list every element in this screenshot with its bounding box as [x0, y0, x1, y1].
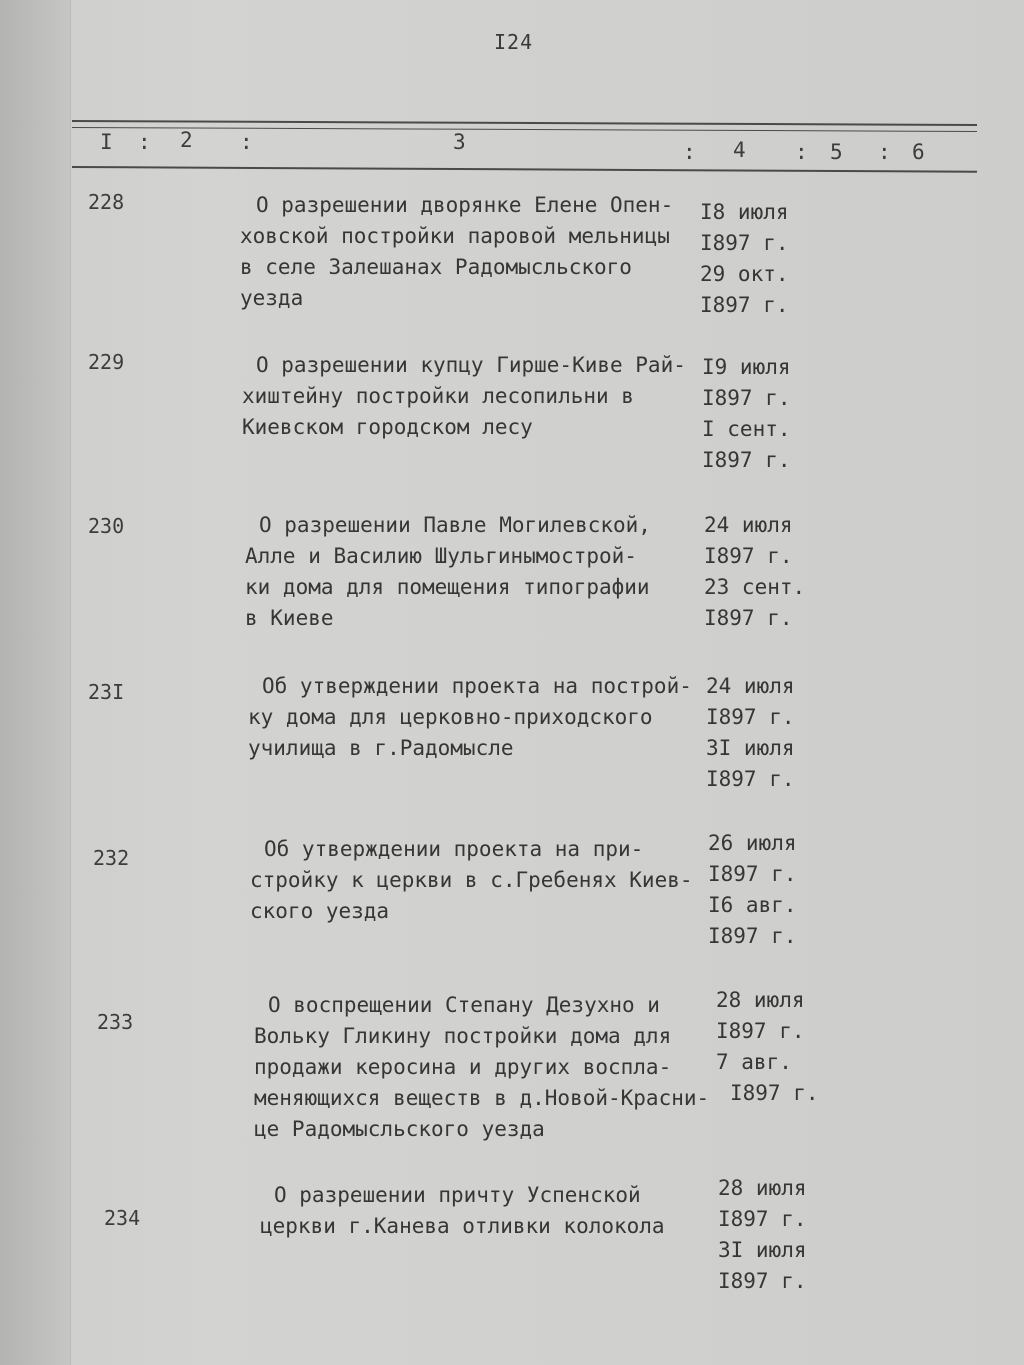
entry-number: 229: [88, 350, 125, 374]
date-line: I897 г.: [704, 606, 793, 630]
date-line: I897 г.: [716, 1019, 805, 1043]
entry-description: [248, 671, 692, 764]
text-line: ховской постройки паровой мельницы: [240, 224, 670, 248]
column-header: 6: [912, 140, 925, 164]
entry-number: 23I: [88, 680, 125, 704]
page-binding: [0, 0, 71, 1365]
column-separator: :: [683, 140, 696, 164]
text-line: О разрешении дворянке Елене Опен-: [256, 193, 674, 217]
entry-dates: [716, 985, 819, 1109]
entry-dates: [700, 197, 789, 321]
entry-description: [245, 510, 651, 634]
text-line: в Киеве: [245, 606, 334, 630]
date-line: I897 г.: [700, 231, 789, 255]
entry-dates: [706, 671, 795, 795]
text-line: уезда: [240, 286, 304, 310]
entry-number: 233: [97, 1010, 134, 1034]
entry-description: [240, 190, 673, 314]
entry-description: [254, 990, 709, 1145]
entry-description: [242, 350, 686, 443]
entry-number: 232: [93, 846, 130, 870]
date-line: 23 сент.: [704, 575, 806, 599]
date-line: 26 июля: [708, 831, 797, 855]
date-line: I897 г.: [718, 1269, 807, 1293]
date-line: I сент.: [702, 417, 791, 441]
date-line: I897 г.: [706, 705, 795, 729]
column-header: 3: [453, 130, 466, 154]
text-line: Алле и Василию Шульгинымострой-: [245, 544, 637, 568]
column-header: 2: [180, 128, 193, 152]
text-line: ки дома для помещения типографии: [245, 575, 650, 599]
date-line: 24 июля: [706, 674, 795, 698]
date-line: I897 г.: [702, 448, 791, 472]
text-line: продажи керосина и других воспла-: [254, 1055, 672, 1079]
date-line: I897 г.: [704, 544, 793, 568]
column-separator: :: [138, 130, 151, 154]
text-line: ку дома для церковно-приходского: [248, 705, 653, 729]
date-line: I8 июля: [700, 200, 789, 224]
date-line: I897 г.: [718, 1207, 807, 1231]
date-line: I897 г.: [730, 1081, 819, 1105]
date-line: I897 г.: [700, 293, 789, 317]
header-rule-bottom: [72, 166, 977, 173]
entry-dates: [704, 510, 805, 634]
text-line: це Радомысльского уезда: [254, 1117, 545, 1141]
entry-description: [250, 834, 693, 927]
text-line: в селе Залешанах Радомысльского: [240, 255, 632, 279]
text-line: О разрешении причту Успенской: [274, 1183, 641, 1207]
text-line: училища в г.Радомысле: [248, 736, 514, 760]
date-line: I897 г.: [708, 862, 797, 886]
column-header: 5: [830, 140, 843, 164]
date-line: 29 окт.: [700, 262, 789, 286]
entry-dates: [702, 352, 791, 476]
entry-description: [260, 1180, 665, 1242]
text-line: ского уезда: [250, 899, 390, 923]
date-line: 3I июля: [718, 1238, 807, 1262]
entry-dates: [718, 1173, 807, 1297]
header-rule-top-inner: [72, 127, 977, 132]
date-line: 3I июля: [706, 736, 795, 760]
text-line: Об утверждении проекта на при-: [264, 837, 644, 861]
text-line: О разрешении купцу Гирше-Киве Рай-: [256, 353, 686, 377]
date-line: I897 г.: [708, 924, 797, 948]
entry-number: 234: [104, 1206, 141, 1230]
date-line: I9 июля: [702, 355, 791, 379]
header-rule-top: [72, 120, 977, 126]
page-number: I24: [494, 30, 534, 54]
entry-number: 230: [88, 514, 125, 538]
date-line: 24 июля: [704, 513, 793, 537]
date-line: I897 г.: [702, 386, 791, 410]
entry-number: 228: [88, 190, 125, 214]
text-line: меняющихся веществ в д.Новой-Красни-: [254, 1086, 710, 1110]
date-line: 28 июля: [718, 1176, 807, 1200]
entry-dates: [708, 828, 797, 952]
text-line: хиштейну постройки лесопильни в: [242, 384, 634, 408]
date-line: 28 июля: [716, 988, 805, 1012]
text-line: О воспрещении Степану Дезухно и: [268, 993, 660, 1017]
date-line: 7 авг.: [716, 1050, 792, 1074]
text-line: Вольку Гликину постройки дома для: [254, 1024, 672, 1048]
text-line: Об утверждении проекта на построй-: [262, 674, 692, 698]
date-line: I897 г.: [706, 767, 795, 791]
date-line: I6 авг.: [708, 893, 797, 917]
column-separator: :: [795, 140, 808, 164]
text-line: стройку к церкви в с.Гребенях Киев-: [250, 868, 693, 892]
column-separator: :: [878, 140, 891, 164]
column-header: 4: [733, 138, 746, 162]
column-separator: :: [240, 130, 253, 154]
text-line: О разрешении Павле Могилевской,: [259, 513, 651, 537]
text-line: Киевском городском лесу: [242, 415, 533, 439]
text-line: церкви г.Канева отливки колокола: [260, 1214, 665, 1238]
column-header: I: [100, 130, 113, 154]
